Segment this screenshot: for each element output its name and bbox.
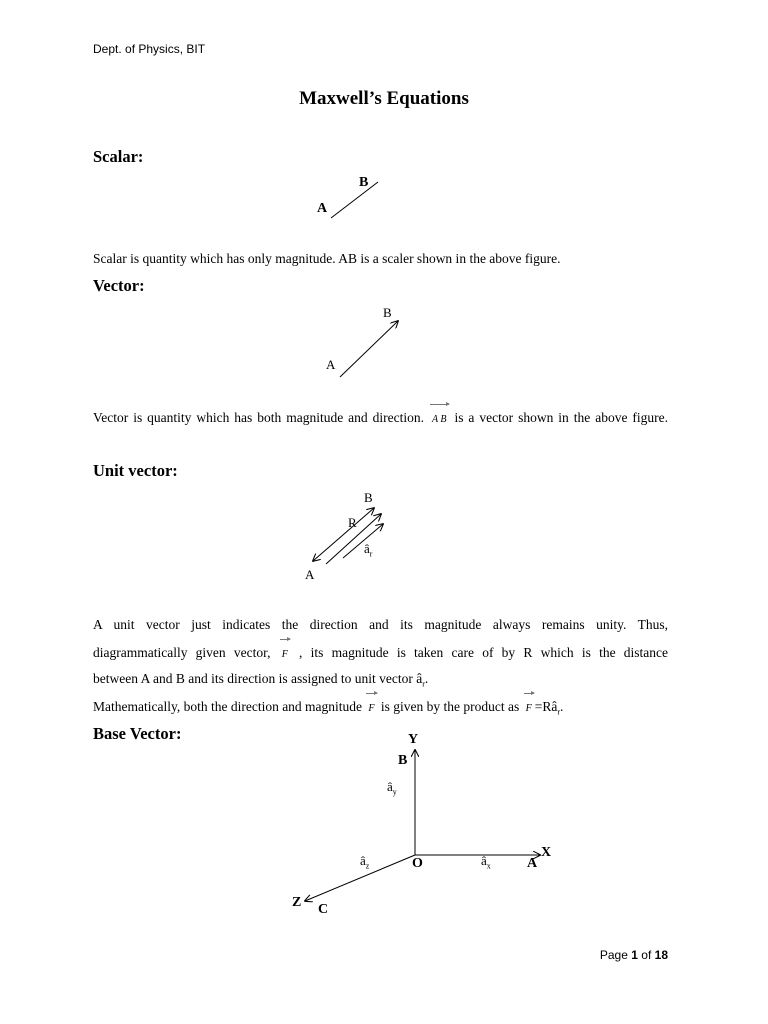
unit-vector-label-b: B bbox=[364, 490, 373, 505]
page-header: Dept. of Physics, BIT bbox=[93, 42, 206, 56]
scalar-label-a: A bbox=[317, 201, 328, 216]
vector-text-1: Vector is quantity which has both magnitude and direction. bbox=[93, 410, 424, 425]
unit-vector-para-1: A unit vector just indicates the direction and its magnitude always remains unity. Thus, bbox=[93, 617, 668, 632]
unit-vector-label-ar: $â_r$ bbox=[364, 541, 373, 559]
unit-vector-para-4: Mathematically, both the direction and magnitude F is given by the product as $F =Râ_r$. bbox=[93, 694, 668, 726]
point-a-label: A bbox=[527, 856, 538, 871]
vector-f-symbol: F bbox=[279, 642, 291, 668]
vector-text-2: is a vector shown in the above figure. bbox=[454, 410, 669, 425]
vector-f-symbol-2: F bbox=[365, 696, 377, 722]
scalar-line bbox=[331, 182, 378, 218]
scalar-heading: Scalar: bbox=[93, 147, 144, 166]
scalar-label-b: B bbox=[359, 175, 369, 190]
unit-vector-para-2: diagrammatically given vector, F , its magnitude is taken care of by R which is the distance bbox=[93, 640, 668, 668]
vector-text-line-1 bbox=[93, 405, 668, 433]
vector-heading: Vector: bbox=[93, 276, 145, 295]
unit-vector-heading: Unit vector: bbox=[93, 461, 178, 480]
vector-label-a: A bbox=[326, 357, 336, 372]
unit-vector-label-r: R bbox=[348, 515, 357, 530]
hat-z-label: $â_z$ bbox=[360, 853, 370, 871]
axis-y-label: Y bbox=[408, 732, 419, 747]
unit-vector-para-3: between A and B and its direction is assigned to unit vector $â_r$. bbox=[93, 671, 429, 689]
vector-label-b: B bbox=[383, 305, 392, 320]
page-number: Page 1 of 18 bbox=[599, 948, 668, 962]
base-vector-heading: Base Vector: bbox=[93, 724, 182, 743]
origin-label: O bbox=[412, 856, 423, 871]
axis-z-label: Z bbox=[292, 895, 302, 910]
vector-arrow bbox=[340, 321, 398, 377]
axis-x-label: X bbox=[541, 845, 552, 860]
document-title: Maxwell’s Equations bbox=[299, 88, 469, 109]
hat-x-label: $â_x$ bbox=[481, 853, 491, 871]
point-b-label: B bbox=[398, 753, 408, 768]
hat-y-label: $â_y$ bbox=[387, 779, 397, 797]
unit-vector-label-a: A bbox=[305, 567, 315, 582]
scalar-text: Scalar is quantity which has only magnitude. AB is a scaler shown in the above figure. bbox=[93, 251, 561, 266]
vector-ab-symbol: A B bbox=[429, 407, 450, 433]
vector-f-symbol-3: F bbox=[523, 696, 535, 722]
point-c-label: C bbox=[318, 902, 329, 917]
